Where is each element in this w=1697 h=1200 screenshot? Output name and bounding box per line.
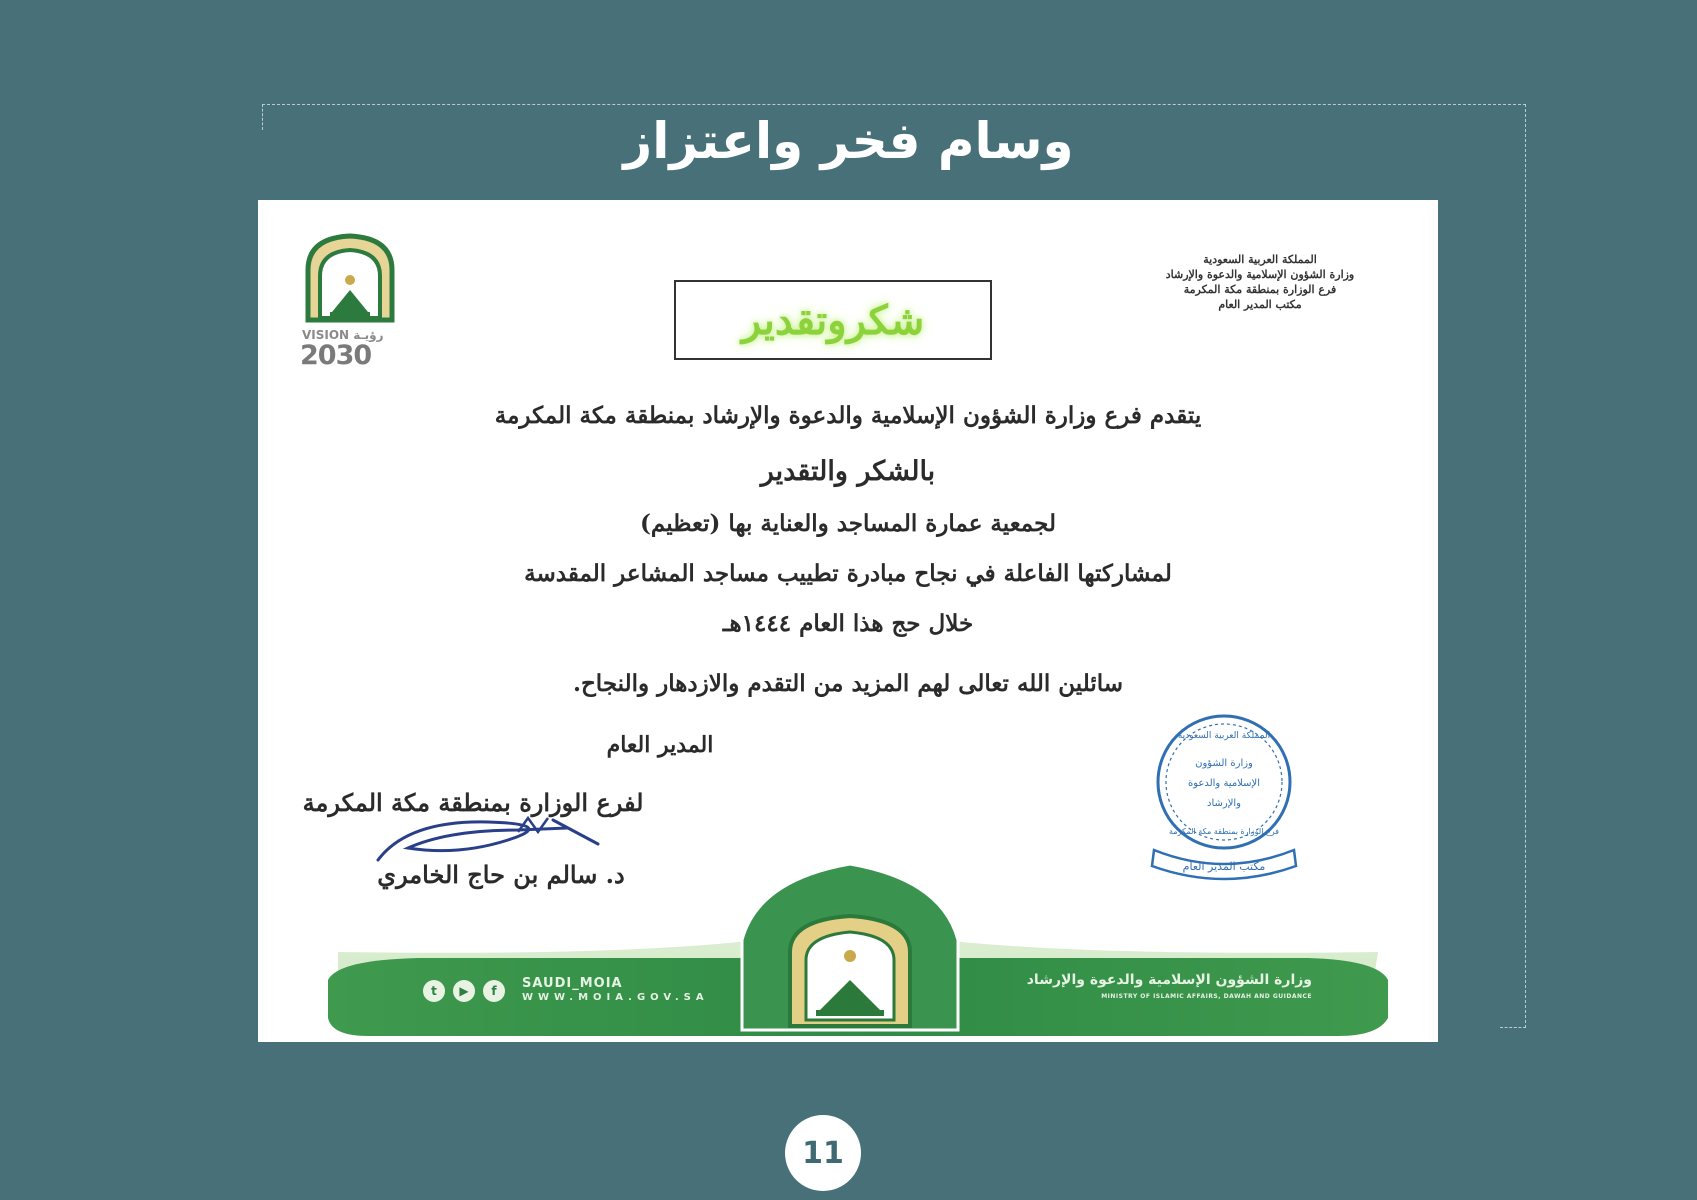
page-title: وسام فخر واعتزاز (623, 112, 1074, 170)
ministry-header (1140, 252, 1380, 312)
page-number-badge (785, 1115, 861, 1191)
header-line: فرع الوزارة بمنطقة مكة المكرمة (1183, 283, 1337, 296)
vision-year: 2030 (300, 340, 372, 371)
footer-handle: SAUDI_MOIA (522, 976, 623, 991)
footer-band (258, 840, 1438, 1040)
body-line: لمشاركتها الفاعلة في نجاح مبادرة تطييب مساجد المشاعر المقدسة (524, 560, 1172, 587)
twitter-icon: t (423, 980, 445, 1002)
stamp-bottom-text: فرع الوزارة بمنطقة مكة المكرمة (1169, 827, 1279, 836)
stamp-line: الإسلامية والدعوة (1187, 778, 1261, 789)
header-line: وزارة الشؤون الإسلامية والدعوة والإرشاد (1165, 268, 1355, 281)
footer-ministry-en: MINISTRY OF ISLAMIC AFFAIRS, DAWAH AND GUIDANCE (1101, 993, 1312, 1000)
thanks-title: شكروتقدير (741, 296, 925, 344)
header-line: المملكة العربية السعودية (1203, 253, 1317, 266)
youtube-icon: ▶ (453, 980, 475, 1002)
facebook-icon: f (483, 980, 505, 1002)
signatory-title: المدير العام (606, 732, 714, 758)
stamp-line: والإرشاد (1206, 798, 1242, 809)
body-line: يتقدم فرع وزارة الشؤون الإسلامية والدعوة والإرشاد بمنطقة مكة المكرمة (494, 402, 1202, 429)
body-line: لجمعية عمارة المساجد والعناية بها (تعظيم) (640, 510, 1056, 537)
body-line: بالشكر والتقدير (760, 456, 936, 487)
footer-ministry-ar: وزارة الشؤون الإسلامية والدعوة والإرشاد (1026, 972, 1312, 988)
thanks-title-box (674, 280, 992, 360)
stamp-banner: مكتب المدير العام (1182, 860, 1266, 873)
page-number: 11 (802, 1135, 844, 1171)
social-icons (423, 980, 505, 1002)
body-line: سائلين الله تعالى لهم المزيد من التقدم والازدهار والنجاح. (572, 670, 1124, 697)
footer-website: WWW.MOIA.GOV.SA (522, 992, 709, 1003)
header-line: مكتب المدير العام (1218, 298, 1302, 311)
stamp-line: وزارة الشؤون (1195, 758, 1253, 769)
signatory-name: د. سالم بن حاج الخامري (377, 860, 625, 889)
signatory-branch: لفرع الوزارة بمنطقة مكة المكرمة (302, 788, 644, 817)
stamp-top-text: المملكة العربية السعودية (1177, 731, 1271, 741)
dashed-frame-stub (1500, 1027, 1526, 1028)
body-line: خلال حج هذا العام ١٤٤٤هـ (722, 610, 974, 637)
certificate-image (258, 200, 1438, 1042)
vision-label: VISION رؤيـة (302, 328, 384, 342)
